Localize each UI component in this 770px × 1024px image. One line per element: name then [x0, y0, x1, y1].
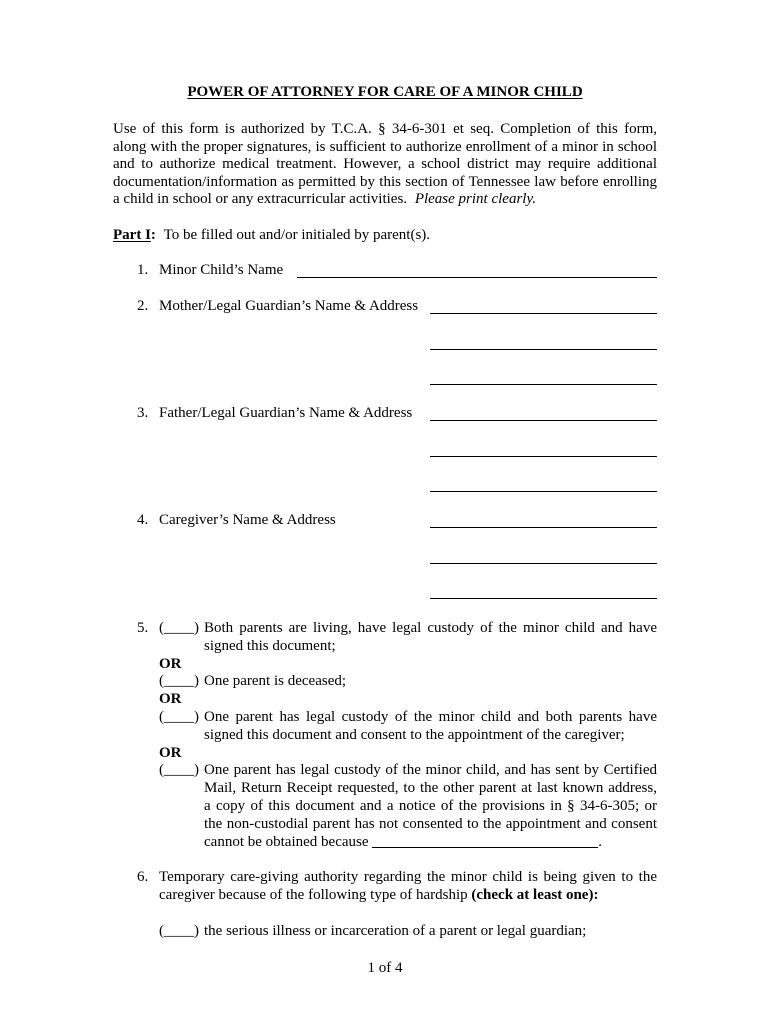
document-title: POWER OF ATTORNEY FOR CARE OF A MINOR CHILD	[187, 84, 583, 100]
blank-line-mother-guardian-address	[430, 349, 657, 350]
hardship-option-serious-illness: the serious illness or incarceration of a parent or legal guardian;	[204, 923, 587, 939]
or-separator: OR	[159, 744, 182, 761]
option-text-reason-prefix: cannot be obtained because	[204, 833, 369, 850]
intro-last-line	[113, 190, 536, 208]
check-at-least-one-note: (check at least one)	[471, 887, 594, 903]
intro-last-line-text: a child in school or any extracurricular activities.	[113, 191, 408, 208]
field-label-father-guardian: Father/Legal Guardian’s Name & Address	[159, 405, 413, 421]
option-text-parent-deceased: One parent is deceased;	[204, 673, 347, 690]
checkbox-blank-parent-deceased: (____)	[159, 673, 199, 690]
blank-line-reason	[372, 835, 598, 848]
item-number-2: 2.	[137, 298, 149, 314]
option-reason-period: .	[598, 833, 603, 850]
part-one-line	[113, 226, 430, 244]
intro-line: Use of this form is authorized by T.C.A. § 34-6-301 et seq. Completion of this form,	[113, 121, 657, 137]
blank-line-father-guardian-address	[430, 456, 657, 457]
checkbox-blank-serious-illness: (____)	[159, 923, 199, 939]
field-label-minor-child-name: Minor Child’s Name	[159, 262, 284, 278]
item-number-6: 6.	[137, 869, 149, 885]
option-text-certified-mail-cont: a copy of this document and a notice of the provisions in § 34-6-305; or	[204, 798, 657, 814]
intro-line: documentation/information as permitted by this section of Tennessee law before enrolling	[113, 173, 657, 190]
option-text-one-parent-consent-cont: signed this document and consent to the appointment of the caregiver;	[204, 726, 625, 743]
option-reason-line	[204, 833, 602, 851]
blank-line-minor-child-name	[297, 277, 657, 278]
blank-line-mother-guardian-address	[430, 384, 657, 385]
checkbox-blank-one-parent-consent: (____)	[159, 709, 199, 725]
part-one-colon: :	[150, 227, 156, 243]
hardship-text-cont: caregiver because of the following type of hardship	[159, 887, 468, 903]
blank-line-caregiver-name	[430, 527, 657, 528]
item-number-1: 1.	[137, 262, 149, 278]
blank-line-father-guardian-name	[430, 420, 657, 421]
blank-line-father-guardian-address	[430, 491, 657, 492]
hardship-text: Temporary care-giving authority regarding the minor child is being given to the	[159, 869, 657, 885]
blank-line-caregiver-address	[430, 563, 657, 564]
part-one-instruction: To be filled out and/or initialed by parent(s).	[163, 227, 431, 243]
checkbox-blank-both-parents: (____)	[159, 620, 199, 636]
item-number-3: 3.	[137, 405, 149, 421]
part-one-heading: Part I	[113, 227, 151, 243]
checkbox-blank-certified-mail: (____)	[159, 762, 199, 779]
intro-line: and to authorize medical treatment. However, a school district may require additional	[113, 156, 657, 173]
hardship-colon: :	[593, 887, 599, 903]
item-number-4: 4.	[137, 512, 149, 528]
option-text-certified-mail-cont: the non-custodial parent has not consented to the appointment and consent	[204, 815, 657, 832]
option-text-one-parent-consent: One parent has legal custody of the minor child and both parents have	[204, 709, 657, 725]
or-separator: OR	[159, 655, 182, 672]
field-label-mother-guardian: Mother/Legal Guardian’s Name & Address	[159, 298, 419, 314]
item-number-5: 5.	[137, 620, 149, 636]
or-separator: OR	[159, 691, 182, 708]
blank-line-mother-guardian-name	[430, 313, 657, 314]
option-text-certified-mail-cont: Mail, Return Receipt requested, to the other parent at last known address,	[204, 780, 657, 797]
page-number: 1 of 4	[367, 960, 403, 976]
blank-line-caregiver-address	[430, 598, 657, 599]
option-text-both-parents-cont: signed this document;	[204, 637, 336, 654]
hardship-text-line2	[159, 886, 598, 904]
field-label-caregiver: Caregiver’s Name & Address	[159, 512, 336, 528]
intro-line: along with the proper signatures, is sufficient to authorize enrollment of a minor in school	[113, 138, 657, 155]
print-clearly-note: Please print clearly.	[414, 191, 537, 208]
option-text-certified-mail: One parent has legal custody of the minor child, and has sent by Certified	[204, 762, 657, 779]
option-text-both-parents: Both parents are living, have legal custody of the minor child and have	[204, 620, 657, 636]
